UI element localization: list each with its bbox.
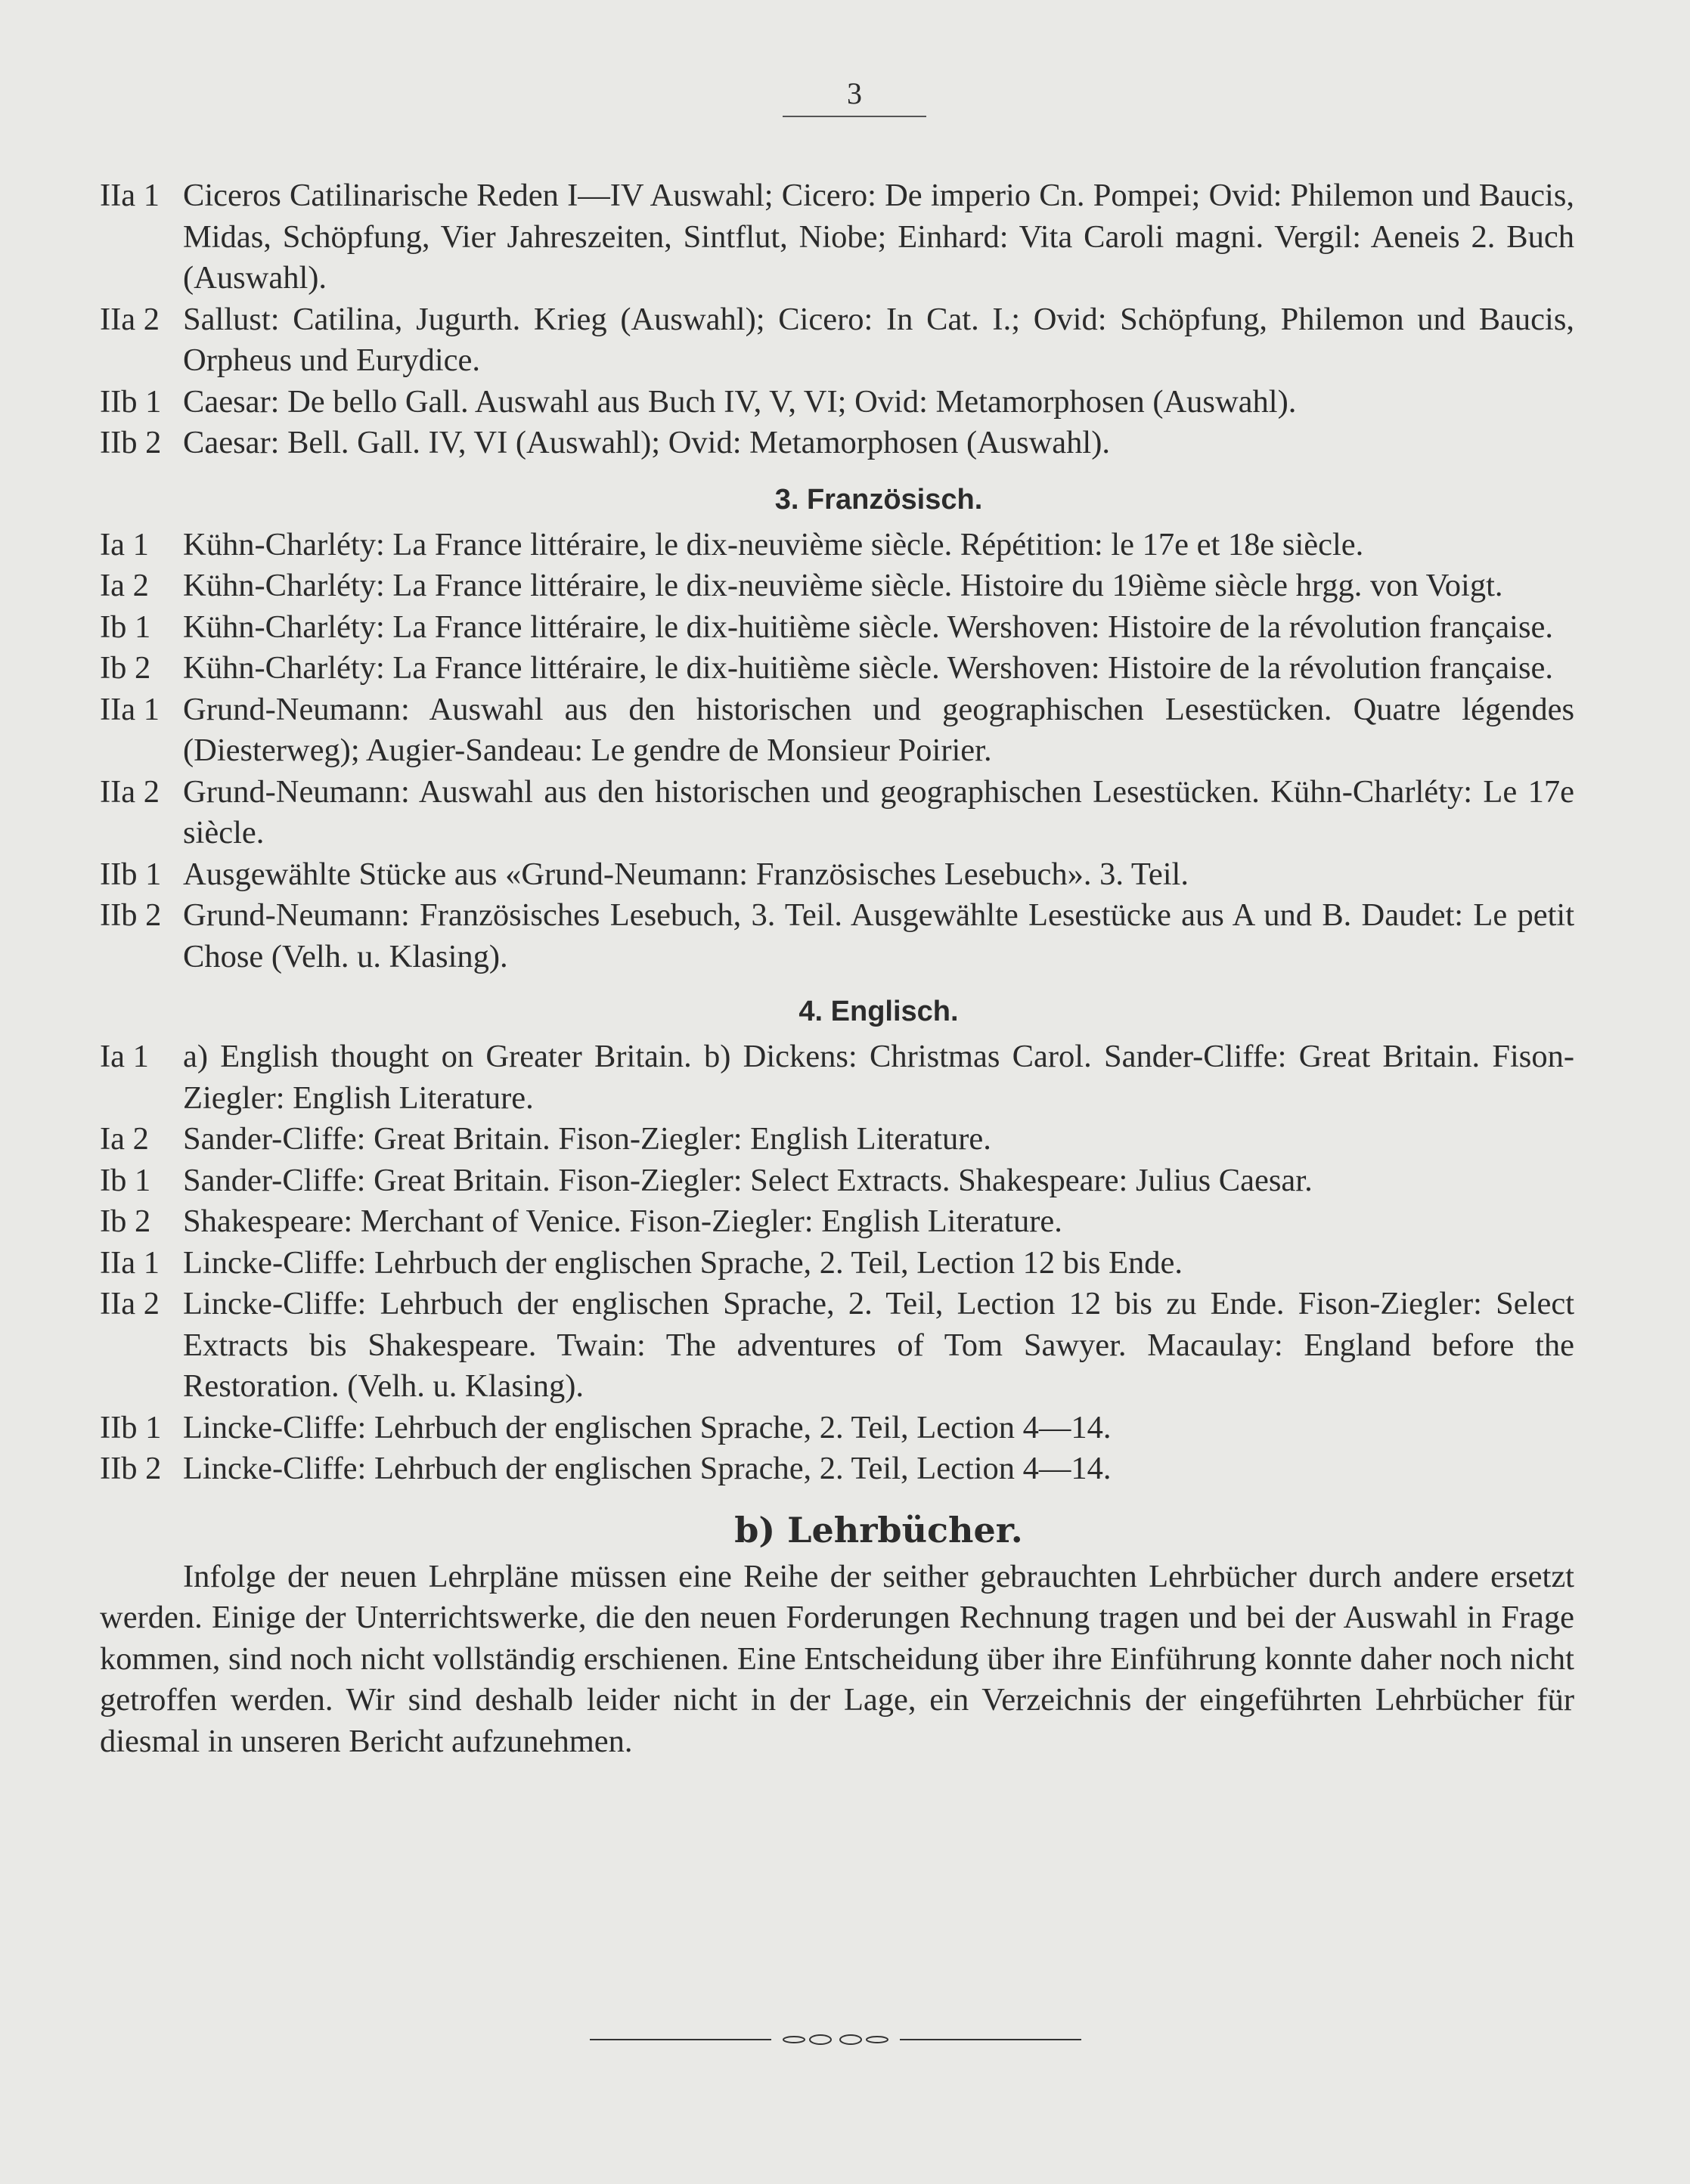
class-label: Ib 2 bbox=[100, 1204, 151, 1239]
section-heading-textbooks: b) Lehrbücher. bbox=[734, 1509, 1023, 1550]
class-label: Ia 1 bbox=[100, 1039, 149, 1074]
entry-text: Grund-Neumann: Auswahl aus den historischen und geographischen Lesestücken. Kühn-Charléty: Le 17e siècle. bbox=[183, 773, 1574, 850]
class-label: Ia 2 bbox=[100, 568, 149, 603]
entry-text: Lincke-Cliffe: Lehrbuch der englischen Sprache, 2. Teil, Lection 12 bis Ende. bbox=[183, 1244, 1183, 1281]
ornament-divider bbox=[590, 2032, 1081, 2047]
class-label: IIa 1 bbox=[100, 178, 160, 213]
entry-text: Shakespeare: Merchant of Venice. Fison-Ziegler: English Literature. bbox=[183, 1204, 1062, 1239]
entry-text: a) English thought on Greater Britain. b) Dickens: Christmas Carol. Sander-Cliffe: Great Britain. Fison-Ziegler: English Literature. bbox=[183, 1039, 1574, 1116]
latin-entry bbox=[100, 382, 1574, 423]
entry-text: Kühn-Charléty: La France littéraire, le dix-huitième siècle. Wershoven: Histoire de la révolution française. bbox=[183, 609, 1554, 645]
class-label: IIb 2 bbox=[100, 425, 162, 460]
entry-text: Lincke-Cliffe: Lehrbuch der englischen Sprache, 2. Teil, Lection 4—14. bbox=[183, 1409, 1112, 1445]
class-label: IIa 2 bbox=[100, 773, 160, 810]
section-heading-french: 3. Französisch. bbox=[774, 483, 983, 516]
entry-text: Lincke-Cliffe: Lehrbuch der englischen Sprache, 2. Teil, Lection 4—14. bbox=[183, 1451, 1112, 1486]
entry-text: Sallust: Catilina, Jugurth. Krieg (Auswahl); Cicero: In Cat. I.; Ovid: Schöpfung, Philemon und Baucis, Orpheus und Eurydice. bbox=[183, 301, 1574, 378]
entry-text: Ciceros Catilinarische Reden I—IV Auswahl; Cicero: De imperio Cn. Pompei; Ovid: Philemon und Baucis, Midas, Schöpfung, Vier Jahreszeiten, Sintflut, Niobe; Einhard: Vita Caroli magni. Vergil: Aeneis 2. Buch (Auswahl). bbox=[183, 178, 1574, 296]
french-entry bbox=[100, 607, 1574, 649]
section-heading-english: 4. Englisch. bbox=[798, 996, 959, 1027]
english-entry bbox=[100, 1448, 1574, 1490]
french-entry bbox=[100, 648, 1574, 689]
english-entry bbox=[100, 1160, 1574, 1202]
english-entry bbox=[100, 1284, 1574, 1408]
french-entry bbox=[100, 565, 1574, 607]
class-label: Ib 2 bbox=[100, 650, 151, 686]
class-label: IIb 1 bbox=[100, 383, 162, 420]
entry-text: Grund-Neumann: Auswahl aus den historischen und geographischen Lesestücken. Quatre légendes (Diesterweg); Augier-Sandeau: Le gendre de Monsieur Poirier. bbox=[183, 691, 1574, 768]
latin-list bbox=[100, 175, 1574, 464]
english-entry bbox=[100, 1408, 1574, 1449]
french-entry bbox=[100, 854, 1574, 896]
page-content bbox=[100, 175, 1574, 1762]
french-list bbox=[100, 525, 1574, 978]
class-label: IIa 2 bbox=[100, 1286, 160, 1321]
class-label: IIb 1 bbox=[100, 856, 162, 892]
class-label: IIa 1 bbox=[100, 691, 160, 727]
entry-text: Kühn-Charléty: La France littéraire, le dix-neuvième siècle. Répétition: le 17e et 18e siècle. bbox=[183, 526, 1364, 562]
english-entry bbox=[100, 1036, 1574, 1119]
latin-entry bbox=[100, 175, 1574, 299]
latin-entry bbox=[100, 299, 1574, 382]
entry-text: Lincke-Cliffe: Lehrbuch der englischen Sprache, 2. Teil, Lection 12 bis zu Ende. Fison-Ziegler: Select Extracts bis Shakespeare. Twain: The adventures of Tom Sawyer. Macaulay: England before the Restoration. (Velh. u. Klasing). bbox=[183, 1286, 1574, 1404]
textbooks-paragraph: Infolge der neuen Lehrpläne müssen eine Reihe der seither gebrauchten Lehrbücher durch andere ersetzt werden. Einige der Unterrichtswerke, die den neuen Forderungen Rechnung tragen und bei der Auswahl in Frage kommen, sind noch nicht vollständig erschienen. Eine Entscheidung über ihre Einführung konnte daher noch nicht getroffen werden. Wir sind deshalb leider nicht in der Lage, ein Verzeichnis der eingeführten Lehrbücher für diesmal in unseren Bericht aufzunehmen. bbox=[100, 1558, 1574, 1759]
class-label: IIb 2 bbox=[100, 897, 162, 933]
class-label: Ia 2 bbox=[100, 1121, 149, 1157]
entry-text: Caesar: De bello Gall. Auswahl aus Buch IV, V, VI; Ovid: Metamorphosen (Auswahl). bbox=[183, 383, 1297, 420]
entry-text: Sander-Cliffe: Great Britain. Fison-Ziegler: English Literature. bbox=[183, 1121, 991, 1157]
class-label: Ia 1 bbox=[100, 526, 149, 562]
entry-text: Kühn-Charléty: La France littéraire, le dix-huitième siècle. Wershoven: Histoire de la révolution française. bbox=[183, 650, 1554, 686]
english-entry bbox=[100, 1243, 1574, 1284]
entry-text: Sander-Cliffe: Great Britain. Fison-Ziegler: Select Extracts. Shakespeare: Julius Caesar. bbox=[183, 1162, 1313, 1198]
class-label: Ib 1 bbox=[100, 609, 151, 645]
english-entry bbox=[100, 1201, 1574, 1243]
french-entry bbox=[100, 895, 1574, 977]
english-entry bbox=[100, 1119, 1574, 1160]
class-label: IIa 1 bbox=[100, 1244, 160, 1281]
class-label: IIa 2 bbox=[100, 301, 160, 337]
entry-text: Grund-Neumann: Französisches Lesebuch, 3. Teil. Ausgewählte Lesestücke aus A und B. Daudet: Le petit Chose (Velh. u. Klasing). bbox=[183, 897, 1574, 974]
french-entry bbox=[100, 525, 1574, 566]
latin-entry bbox=[100, 423, 1574, 464]
entry-text: Ausgewählte Stücke aus «Grund-Neumann: Französisches Lesebuch». 3. Teil. bbox=[183, 856, 1189, 892]
class-label: IIb 2 bbox=[100, 1451, 162, 1486]
entry-text: Kühn-Charléty: La France littéraire, le dix-neuvième siècle. Histoire du 19ième siècle hrgg. von Voigt. bbox=[183, 568, 1503, 603]
class-label: IIb 1 bbox=[100, 1409, 162, 1445]
entry-text: Caesar: Bell. Gall. IV, VI (Auswahl); Ovid: Metamorphosen (Auswahl). bbox=[183, 425, 1110, 460]
english-list bbox=[100, 1036, 1574, 1490]
french-entry bbox=[100, 689, 1574, 772]
page-number: 3 bbox=[783, 76, 926, 117]
french-entry bbox=[100, 772, 1574, 854]
class-label: Ib 1 bbox=[100, 1162, 151, 1198]
